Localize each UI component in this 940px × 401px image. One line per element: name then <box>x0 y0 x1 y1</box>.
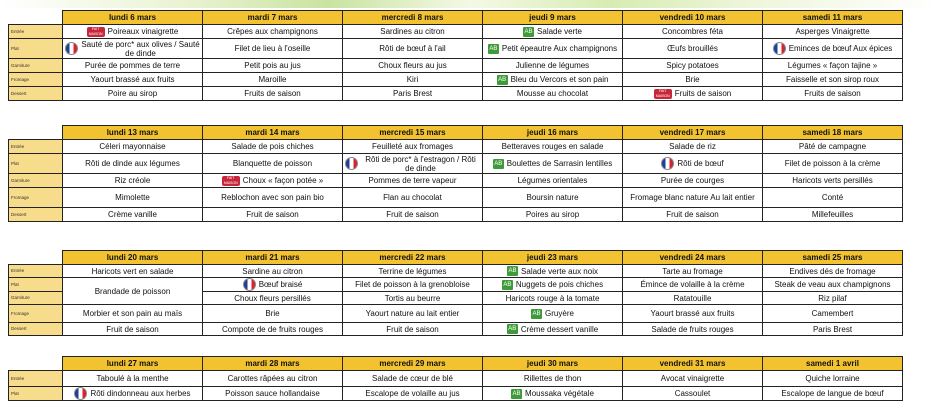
meal-item: Céleri mayonnaise <box>99 142 166 151</box>
meal-cell <box>483 59 623 73</box>
meal-cell <box>623 323 763 336</box>
menu-row <box>9 387 903 401</box>
meal-cell <box>623 208 763 222</box>
fait-maison-icon: FAIT MAISON <box>222 176 240 186</box>
fait-maison-icon: FAIT MAISON <box>87 27 105 37</box>
meal-item: Tortis au beurre <box>384 293 441 303</box>
meal-cell <box>63 387 203 401</box>
meal-item: Mimolette <box>115 193 150 202</box>
meal-item: Fruits de saison <box>674 89 732 98</box>
meal-cell <box>763 59 903 73</box>
meal-item: Escalope de langue de bœuf <box>781 389 884 398</box>
meal-item: Purée de pommes de terre <box>84 61 181 70</box>
meal-item: Rôti de dinde aux légumes <box>85 159 180 168</box>
day-header: jeudi 16 mars <box>483 126 623 140</box>
organic-bio-icon: AB <box>532 310 541 317</box>
day-header: mercredi 22 mars <box>343 251 483 265</box>
meal-item: Choux « façon potée » <box>242 176 324 185</box>
header-corner <box>9 11 63 25</box>
meal-item: Fruits de saison <box>804 89 861 98</box>
meal-item: Yaourt brassé aux fruits <box>90 75 175 84</box>
meal-item: Pâté de campagne <box>798 142 867 151</box>
meal-cell <box>343 39 483 59</box>
french-flag-icon <box>65 42 78 55</box>
meal-item: Terrine de légumes <box>378 266 447 276</box>
category-label: Fromage <box>9 73 63 87</box>
meal-item: Yaourt nature au lait entier <box>365 309 460 318</box>
meal-cell <box>343 59 483 73</box>
meal-cell <box>483 371 623 387</box>
week-table-1 <box>8 10 902 101</box>
fait-maison-icon: FAIT MAISON <box>654 89 672 99</box>
day-header: vendredi 10 mars <box>623 11 763 25</box>
menu-row <box>9 265 903 278</box>
meal-cell <box>763 188 903 208</box>
meal-item: Riz pilaf <box>818 293 847 303</box>
menu-row <box>9 305 903 323</box>
meal-cell <box>483 387 623 401</box>
meal-item: Mousse au chocolat <box>516 89 589 98</box>
menu-row <box>9 371 903 387</box>
meal-item: Feuilleté aux fromages <box>372 142 453 151</box>
french-flag-icon <box>661 157 674 170</box>
meal-cell <box>203 39 343 59</box>
meal-item: Émince de volaille à la crème <box>640 280 745 289</box>
category-label: Fromage <box>9 305 63 323</box>
meal-cell <box>763 265 903 278</box>
meal-item: Petit épeautre Aux champignons <box>501 44 618 53</box>
meal-item: Millefeuilles <box>811 210 854 219</box>
menu-row <box>9 188 903 208</box>
meal-item: Boursin nature <box>526 193 579 202</box>
meal-cell <box>623 174 763 188</box>
day-header: lundi 20 mars <box>63 251 203 265</box>
meal-item: Filet de poisson à la grenobloise <box>355 280 470 289</box>
meal-item: Crème vanille <box>108 210 157 219</box>
meal-cell <box>763 323 903 336</box>
meal-cell <box>763 208 903 222</box>
day-header: lundi 27 mars <box>63 357 203 371</box>
meal-cell <box>623 39 763 59</box>
meal-cell <box>483 39 623 59</box>
meal-cell <box>483 25 623 39</box>
meal-item: Moussaka végétale <box>525 389 594 398</box>
meal-cell <box>343 265 483 278</box>
meal-item: Salade de cœur de blé <box>372 374 453 383</box>
category-label: Fromage <box>9 188 63 208</box>
meal-item: Steak de veau aux champignons <box>774 280 891 289</box>
french-flag-icon <box>243 278 256 291</box>
meal-item: Julienne de légumes <box>515 61 590 70</box>
meal-cell <box>203 387 343 401</box>
meal-cell <box>623 292 763 305</box>
meal-item: Rôti dindonneau aux herbes <box>90 389 191 398</box>
meal-cell <box>483 73 623 87</box>
meal-item: Ratatouille <box>673 293 712 303</box>
meal-item: Yaourt brassé aux fruits <box>650 309 735 318</box>
meal-cell <box>203 25 343 39</box>
menu-table <box>8 356 903 401</box>
meal-cell <box>763 39 903 59</box>
menu-row <box>9 278 903 292</box>
meal-item: Salade de fruits rouges <box>651 324 734 334</box>
category-label: Dessert <box>9 208 63 222</box>
meal-cell <box>343 387 483 401</box>
meal-item: Sauté de porc* aux olives / Sauté de dinde <box>81 39 200 58</box>
meal-cell <box>63 25 203 39</box>
meal-item: Reblochon avec son pain bio <box>221 193 324 202</box>
meal-item: Légumes « façon tajine » <box>787 61 878 70</box>
category-label: Entrée <box>9 371 63 387</box>
meal-cell <box>63 174 203 188</box>
week-table-3 <box>8 250 902 336</box>
meal-cell <box>623 387 763 401</box>
meal-item: Avocat vinaigrette <box>660 374 725 383</box>
meal-item: Rôti de porc* à l'estragon / Rôti de dinde <box>365 154 476 173</box>
day-header: mercredi 15 mars <box>343 126 483 140</box>
meal-cell <box>483 140 623 154</box>
french-flag-icon <box>773 42 786 55</box>
category-label: Entrée <box>9 140 63 154</box>
meal-item: Haricots vert en salade <box>91 266 174 276</box>
meal-item: Taboulé à la menthe <box>96 374 169 383</box>
meal-cell <box>343 87 483 101</box>
menu-row <box>9 39 903 59</box>
menu-row <box>9 174 903 188</box>
meal-item: Paris Brest <box>812 324 853 334</box>
meal-item: Fruit de saison <box>386 324 439 334</box>
meal-item: Gruyère <box>545 309 574 318</box>
day-header: mardi 14 mars <box>203 126 343 140</box>
meal-cell <box>343 188 483 208</box>
meal-item: Morbier et son pain au maïs <box>82 309 183 318</box>
menu-table <box>8 250 903 336</box>
meal-cell <box>623 87 763 101</box>
meal-cell <box>63 154 203 174</box>
meal-cell <box>343 73 483 87</box>
meal-cell <box>343 25 483 39</box>
meal-cell <box>343 154 483 174</box>
meal-item: Blanquette de poisson <box>232 159 313 168</box>
day-header: mardi 21 mars <box>203 251 343 265</box>
meal-cell <box>343 323 483 336</box>
meal-cell <box>343 292 483 305</box>
meal-cell <box>63 188 203 208</box>
meal-cell <box>763 154 903 174</box>
meal-item: Quiche lorraine <box>805 374 860 383</box>
meal-cell <box>63 208 203 222</box>
day-header: samedi 1 avril <box>763 357 903 371</box>
meal-cell <box>763 371 903 387</box>
menu-row <box>9 208 903 222</box>
meal-cell <box>343 140 483 154</box>
menu-row <box>9 59 903 73</box>
meal-cell <box>483 305 623 323</box>
meal-cell <box>203 174 343 188</box>
meal-item: Compote de de fruits rouges <box>222 324 323 334</box>
day-header: vendredi 31 mars <box>623 357 763 371</box>
meal-cell <box>623 25 763 39</box>
menu-row <box>9 154 903 174</box>
organic-bio-icon: AB <box>494 160 503 167</box>
meal-item: Salade verte aux noix <box>521 266 598 276</box>
category-label: Plat <box>9 278 63 292</box>
meal-cell <box>63 323 203 336</box>
meal-item: Brie <box>265 309 280 318</box>
meal-cell <box>483 188 623 208</box>
day-header: mardi 28 mars <box>203 357 343 371</box>
meal-cell <box>343 208 483 222</box>
meal-item: Conté <box>821 193 844 202</box>
meal-cell <box>63 39 203 59</box>
day-header: samedi 25 mars <box>763 251 903 265</box>
french-flag-icon <box>74 387 87 400</box>
meal-cell <box>763 87 903 101</box>
meal-item: Flan au chocolat <box>383 193 442 202</box>
meal-item: Sardines au citron <box>380 27 445 36</box>
meal-item: Fruits de saison <box>244 89 301 98</box>
meal-cell <box>343 371 483 387</box>
day-header: samedi 11 mars <box>763 11 903 25</box>
meal-item: Riz créole <box>114 176 151 185</box>
day-header: mardi 7 mars <box>203 11 343 25</box>
meal-cell <box>203 59 343 73</box>
meal-item: Concombres féta <box>662 27 723 36</box>
meal-item: Brie <box>685 75 700 84</box>
meal-item: Brandade de poisson <box>94 286 171 296</box>
meal-item: Crêpes aux champignons <box>227 27 318 36</box>
meal-item: Choux fleurs persillés <box>234 293 311 303</box>
header-corner <box>9 357 63 371</box>
menu-row <box>9 323 903 336</box>
meal-item: Paris Brest <box>392 89 433 98</box>
meal-cell <box>623 278 763 292</box>
french-flag-icon <box>345 157 358 170</box>
meal-cell <box>203 154 343 174</box>
meal-cell <box>623 265 763 278</box>
meal-item: Haricots rouge à la tomate <box>505 293 600 303</box>
meal-item: Petit pois au jus <box>244 61 301 70</box>
meal-item: Kiri <box>406 75 419 84</box>
organic-bio-icon: AB <box>498 76 507 83</box>
meal-cell <box>203 265 343 278</box>
meal-item: Purée de courges <box>660 176 725 185</box>
meal-item: Camembert <box>811 309 854 318</box>
meal-cell <box>203 305 343 323</box>
menu-row <box>9 73 903 87</box>
meal-cell <box>203 371 343 387</box>
meal-item: Rillettes de thon <box>523 374 582 383</box>
menu-row <box>9 140 903 154</box>
meal-item: Endives dés de fromage <box>789 266 876 276</box>
meal-cell <box>203 188 343 208</box>
meal-item: Poires au sirop <box>525 210 580 219</box>
menu-row <box>9 87 903 101</box>
meal-cell <box>483 208 623 222</box>
meal-cell <box>763 25 903 39</box>
day-header: jeudi 23 mars <box>483 251 623 265</box>
decorative-header-banner <box>0 0 940 8</box>
category-label: Dessert <box>9 323 63 336</box>
meal-item: Fromage blanc nature Au lait entier <box>630 193 755 202</box>
meal-item: Carottes râpées au citron <box>227 374 318 383</box>
meal-item: Bleu du Vercors et son pain <box>510 75 609 84</box>
day-header: jeudi 30 mars <box>483 357 623 371</box>
meal-cell <box>623 154 763 174</box>
organic-bio-icon: AB <box>524 28 533 35</box>
meal-item: Filet de lieu à l'oseille <box>234 44 311 53</box>
meal-cell <box>203 73 343 87</box>
day-header: mercredi 29 mars <box>343 357 483 371</box>
category-label: Plat <box>9 39 63 59</box>
meal-cell <box>483 154 623 174</box>
meal-cell <box>623 188 763 208</box>
day-header: vendredi 17 mars <box>623 126 763 140</box>
meal-item: Crème dessert vanille <box>520 324 599 334</box>
meal-item: Eminces de bœuf Aux épices <box>788 44 893 53</box>
meal-item: Escalope de volaille au jus <box>365 389 460 398</box>
day-header: lundi 13 mars <box>63 126 203 140</box>
meal-cell <box>63 59 203 73</box>
header-corner <box>9 126 63 140</box>
meal-cell <box>623 140 763 154</box>
meal-cell <box>763 278 903 292</box>
meal-item: Fruit de saison <box>666 210 719 219</box>
category-label: Entrée <box>9 265 63 278</box>
meal-cell <box>623 371 763 387</box>
meal-item: Œufs brouillés <box>667 44 718 53</box>
meal-item: Bœuf braisé <box>258 280 303 289</box>
meal-item: Poireaux vinaigrette <box>107 27 179 36</box>
meal-item: Haricots verts persillés <box>792 176 873 185</box>
meal-item: Boulettes de Sarrasin lentilles <box>506 159 613 168</box>
organic-bio-icon: AB <box>503 281 512 288</box>
meal-item: Fruit de saison <box>106 324 159 334</box>
meal-cell <box>63 278 203 305</box>
meal-cell <box>203 87 343 101</box>
meal-item: Rôti de bœuf à l'ail <box>379 44 446 53</box>
meal-cell <box>343 174 483 188</box>
meal-item: Spicy potatoes <box>666 61 719 70</box>
meal-cell <box>343 305 483 323</box>
menu-table <box>8 125 903 222</box>
meal-item: Nuggets de pois chiches <box>515 280 604 289</box>
meal-item: Choux fleurs au jus <box>378 61 447 70</box>
meal-item: Légumes orientales <box>517 176 588 185</box>
meal-item: Rôti de bœuf <box>677 159 724 168</box>
meal-item: Salade de pois chiches <box>231 142 314 151</box>
meal-cell <box>63 73 203 87</box>
meal-cell <box>763 292 903 305</box>
meal-cell <box>483 278 623 292</box>
meal-cell <box>763 73 903 87</box>
meal-cell <box>763 140 903 154</box>
meal-item: Poire au sirop <box>107 89 158 98</box>
category-label: Dessert <box>9 87 63 101</box>
meal-item: Filet de poisson à la crème <box>784 159 881 168</box>
meal-cell <box>763 305 903 323</box>
meal-cell <box>483 323 623 336</box>
menu-table <box>8 10 903 101</box>
day-header: mercredi 8 mars <box>343 11 483 25</box>
category-label: Garniture <box>9 174 63 188</box>
meal-item: Faisselle et son sirop roux <box>786 75 879 84</box>
meal-cell <box>483 265 623 278</box>
meal-cell <box>623 73 763 87</box>
meal-item: Asperges Vinaigrette <box>795 27 870 36</box>
meal-item: Salade verte <box>537 27 582 36</box>
meal-cell <box>483 292 623 305</box>
meal-item: Betteraves rouges en salade <box>501 142 604 151</box>
day-header: vendredi 24 mars <box>623 251 763 265</box>
day-header: jeudi 9 mars <box>483 11 623 25</box>
day-header: samedi 18 mars <box>763 126 903 140</box>
meal-item: Salade de riz <box>669 142 716 151</box>
category-label: Garniture <box>9 59 63 73</box>
meal-cell <box>63 265 203 278</box>
week-table-2 <box>8 125 902 222</box>
week-table-4 <box>8 356 902 401</box>
category-label: Plat <box>9 154 63 174</box>
organic-bio-icon: AB <box>512 390 521 397</box>
category-label: Garniture <box>9 292 63 305</box>
organic-bio-icon: AB <box>508 326 517 332</box>
meal-item: Fruit de saison <box>386 210 439 219</box>
meal-cell <box>63 87 203 101</box>
header-corner <box>9 251 63 265</box>
category-label: Entrée <box>9 25 63 39</box>
meal-cell <box>63 140 203 154</box>
meal-cell <box>763 174 903 188</box>
meal-cell <box>483 87 623 101</box>
menu-row <box>9 25 903 39</box>
meal-cell <box>203 208 343 222</box>
category-label: Plat <box>9 387 63 401</box>
meal-cell <box>623 305 763 323</box>
meal-item: Tarte au fromage <box>662 266 723 276</box>
meal-cell <box>343 278 483 292</box>
meal-cell <box>483 174 623 188</box>
meal-cell <box>763 387 903 401</box>
meal-item: Maroille <box>258 75 287 84</box>
meal-item: Fruit de saison <box>246 210 299 219</box>
meal-item: Pommes de terre vapeur <box>368 176 457 185</box>
meal-cell <box>63 371 203 387</box>
organic-bio-icon: AB <box>508 268 517 274</box>
meal-item: Sardine au citron <box>242 266 303 276</box>
meal-cell <box>203 323 343 336</box>
meal-item: Poisson sauce hollandaise <box>225 389 320 398</box>
organic-bio-icon: AB <box>489 45 498 52</box>
meal-item: Cassoulet <box>674 389 711 398</box>
meal-cell <box>203 292 343 305</box>
meal-cell <box>203 140 343 154</box>
meal-cell <box>203 278 343 292</box>
day-header: lundi 6 mars <box>63 11 203 25</box>
meal-cell <box>63 305 203 323</box>
meal-cell <box>623 59 763 73</box>
